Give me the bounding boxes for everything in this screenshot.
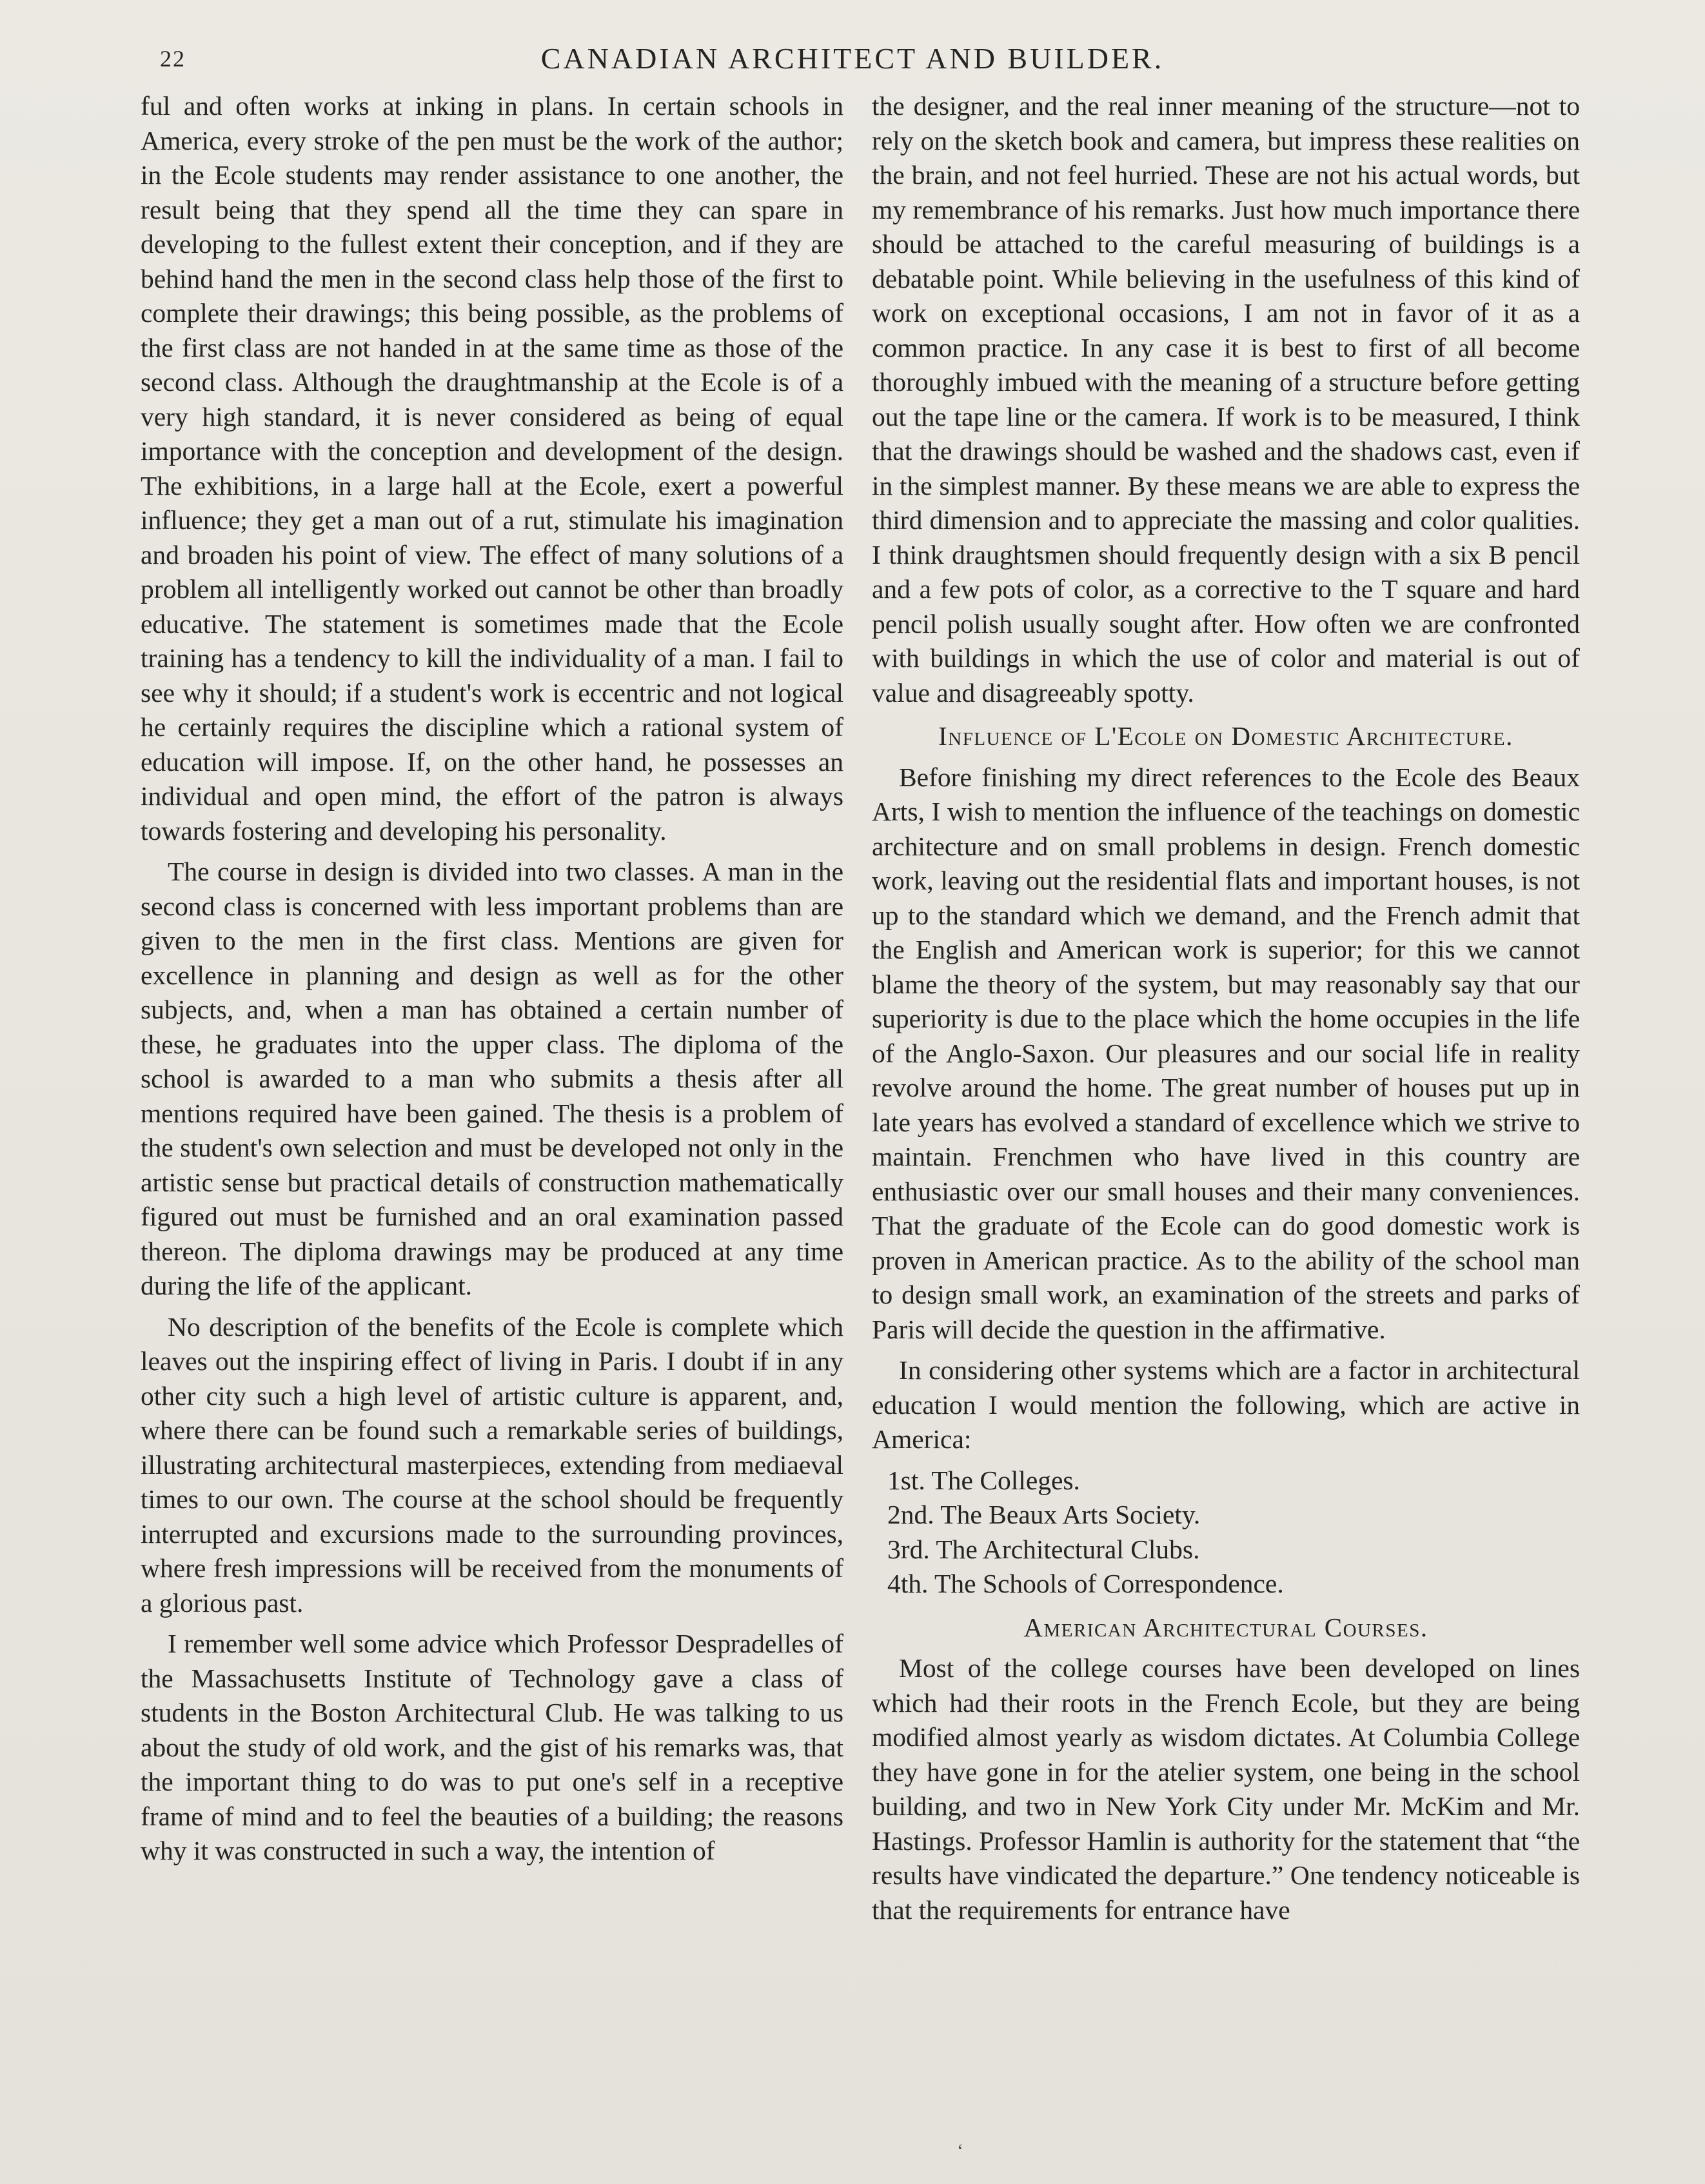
systems-list xyxy=(872,1464,1580,1602)
left-column xyxy=(141,89,843,1875)
paragraph: I remember well some advice which Professor Despradelles of the Massachusetts Institute of Technology gave a class of students in the Boston Architectural Club. He was talking to us about the study of old work, and the gist of his remarks was, that the important thing to do was to put one's self in a receptive frame of mind and to feel the beauties of a building; the reasons why it was constructed in such a way, the intention of xyxy=(141,1629,843,1865)
paragraph: the designer, and the real inner meaning of the structure—not to rely on the sketch book and camera, but impress these realities on the brain, and not feel hurried. These are not his actual words, but my remembrance of his remarks. Just how much importance there should be attached to the careful measuring of buildings is a debatable point. While believing in the usefulness of this kind of work on exceptional occasions, I am not in favor of it as a common practice. In any case it is best to first of all become thoroughly imbued with the meaning of a structure before getting out the tape line or the camera. If work is to be measured, I think that the drawings should be washed and the shadows cast, even if in the simplest manner. By these means we are able to express the third dimension and to appreciate the massing and color qualities. I think draughtsmen should frequently design with a six B pencil and a few pots of color, as a corrective to the T square and hard pencil polish usually sought after. How often we are confronted with buildings in which the use of color and material is out of value and disagreeably spotty. xyxy=(872,91,1580,708)
paragraph: ful and often works at inking in plans. In certain schools in America, every stroke of the pen must be the work of the author; in the Ecole students may render assistance to one another, the result being that they spend all the time they can spare in developing to the fullest extent their conception, and if they are behind hand the men in the second class help those of the first to complete their drawings; this being possible, as the problems of the first class are not handed in at the same time as those of the second class. Although the draughtmanship at the Ecole is of a very high standard, it is never considered as being of equal importance with the conception and development of the design. The exhibitions, in a large hall at the Ecole, exert a powerful influence; they get a man out of a rut, stimulate his imagination and broaden his point of view. The effect of many solutions of a problem all intelligently worked out cannot be other than broadly educative. The statement is sometimes made that the Ecole training has a tendency to kill the individuality of a man. I fail to see why it should; if a student's work is eccentric and not logical he certainly requires the discipline which a rational system of education will impose. If, on the other hand, he possesses an individual and open mind, the effort of the patron is always towards fostering and developing his personality. xyxy=(141,91,843,846)
page-number: 22 xyxy=(160,46,186,72)
paragraph: In considering other systems which are a factor in architectural education I would mention the following, which are active in America: xyxy=(872,1355,1580,1454)
paragraph: Before finishing my direct references to the Ecole des Beaux Arts, I wish to mention the influence of the teachings on domestic architecture and on small problems in design. French domestic work, leaving out the residential flats and important houses, is not up to the standard which we demand, and the French admit that the English and American work is superior; for this we cannot blame the theory of the system, but may reasonably say that our superiority is due to the place which the home occupies in the life of the Anglo-Saxon. Our pleasures and our social life in reality revolve around the home. The great number of houses put up in late years has evolved a standard of excellence which we strive to maintain. Frenchmen who have lived in this country are enthusiastic over our small houses and their many conveniences. That the graduate of the Ecole can do good domestic work is proven in American practice. As to the ability of the school man to design small work, an examination of the streets and parks of Paris will decide the question in the affirmative. xyxy=(872,762,1580,1344)
list-item: 4th. The Schools of Correspondence. xyxy=(887,1569,1284,1598)
paragraph: No description of the benefits of the Ecole is complete which leaves out the inspiring effect of living in Paris. I doubt if in any other city such a high level of artistic culture is apparent, and, where there can be found such a remarkable series of buildings, illustrating architectural masterpieces, extending from mediaeval times to our own. The course at the school should be frequently interrupted and excursions made to the surrounding provinces, where fresh impressions will be received from the monuments of a glorious past. xyxy=(141,1311,843,1618)
page-header xyxy=(0,39,1705,84)
right-column xyxy=(872,89,1580,1934)
section-heading xyxy=(872,1611,1580,1647)
section-heading-text: American Architectural Courses. xyxy=(1023,1612,1428,1642)
printer-mark: ‘ xyxy=(957,2140,963,2161)
running-title: CANADIAN ARCHITECT AND BUILDER. xyxy=(540,42,1165,75)
paragraph: The course in design is divided into two classes. A man in the second class is concerned with less important problems than are given to the men in the first class. Mentions are given for excellence in planning and design as well as for the other subjects, and, when a man has obtained a certain number of these, he graduates into the upper class. The diploma of the school is awarded to a man who submits a thesis after all mentions required have been gained. The thesis is a problem of the student's own selection and must be developed not only in the artistic sense but practical details of construction mathematically figured out must be furnished and an oral examination passed thereon. The diploma drawings may be produced at any time during the life of the applicant. xyxy=(141,857,843,1300)
list-item: 2nd. The Beaux Arts Society. xyxy=(887,1500,1201,1529)
list-item: 1st. The Colleges. xyxy=(887,1465,1080,1495)
section-heading xyxy=(872,719,1580,755)
section-heading-text: Influence of L'Ecole on Domestic Architecture. xyxy=(938,721,1513,751)
list-item: 3rd. The Architectural Clubs. xyxy=(887,1534,1200,1564)
paragraph: Most of the college courses have been developed on lines which had their roots in the French Ecole, but they are being modified almost yearly as wisdom dictates. At Columbia College they have gone in for the atelier system, one being in the school building, and two in New York City under Mr. McKim and Mr. Hastings. Professor Hamlin is authority for the statement that “the results have vindicated the departure.” One tendency noticeable is that the requirements for entrance have xyxy=(872,1653,1580,1925)
